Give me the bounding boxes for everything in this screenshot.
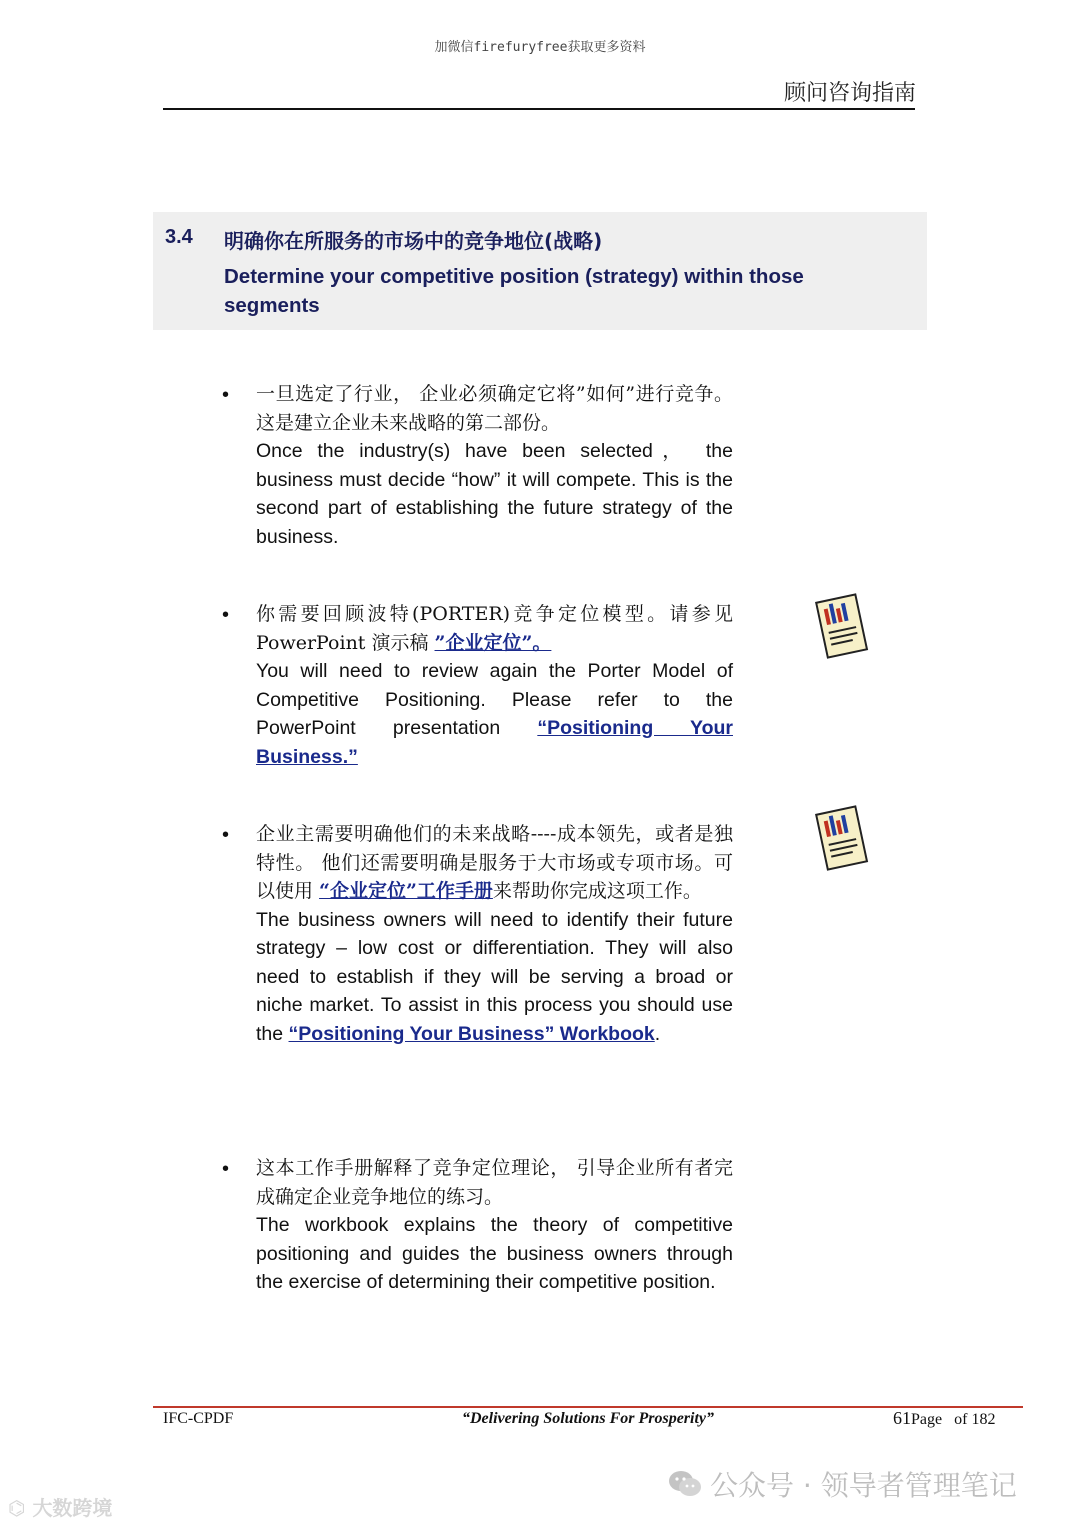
bottom-left-watermark: ⌬ 大数跨境 xyxy=(8,1496,113,1520)
document-chart-icon xyxy=(808,802,876,878)
footer-doc-code: IFC-CPDF xyxy=(163,1410,234,1427)
paragraph-chinese: 一旦选定了行业， 企业必须确定它将”如何”进行竞争。 这是建立企业未来战略的第二部份。 xyxy=(256,383,733,434)
section-number: 3.4 xyxy=(165,226,193,248)
section-title-english: Determine your competitive position (strategy) within those segments xyxy=(224,265,804,317)
footer-slogan: “Delivering Solutions For Prosperity” xyxy=(462,1410,715,1427)
page-number: 61 xyxy=(893,1408,911,1428)
bullet-marker: • xyxy=(222,604,230,626)
positioning-powerpoint-link-cn[interactable]: ”企业定位”。 xyxy=(434,631,552,654)
bullet-marker: • xyxy=(222,824,230,846)
header-divider xyxy=(163,108,915,110)
list-item xyxy=(256,600,733,771)
list-item xyxy=(256,820,733,1048)
header-title: 顾问咨询指南 xyxy=(783,81,916,106)
paragraph-english: You will need to review again the Porter Model of Competitive Positioning. Please refer to the PowerPoint presentation “Positioning Your Business.” xyxy=(256,660,733,768)
bullet-marker: • xyxy=(222,384,230,406)
positioning-workbook-link-cn[interactable]: “企业定位”工作手册 xyxy=(319,880,493,902)
paragraph-english: The business owners will need to identify their future strategy – low cost or differentiation. They will also need to establish if they will be serving a broad or niche market. To assist in this process you should use the “Positioning Your Business” Workbook. xyxy=(256,908,733,1045)
paragraph-english: The workbook explains the theory of competitive positioning and guides the business owners through the exercise of determining their competitive position. xyxy=(256,1214,733,1293)
positioning-powerpoint-link[interactable]: “Positioning Your Business.” xyxy=(256,717,733,768)
top-watermark: 加微信firefuryfree获取更多资料 xyxy=(434,40,646,55)
watermark-text: 公众号 · 领导者管理笔记 xyxy=(710,1469,1017,1502)
document-chart-icon xyxy=(808,590,876,666)
paragraph-chinese: 这本工作手册解释了竞争定位理论， 引导企业所有者完成确定企业竞争地位的练习。 xyxy=(256,1157,733,1208)
watermark-logo-icon: ⌬ xyxy=(8,1496,33,1520)
wechat-icon xyxy=(668,1469,702,1499)
paragraph-chinese: 你需要回顾波特(PORTER)竞争定位模型。请参见PowerPoint 演示稿 ”企业定位”。 xyxy=(256,603,733,654)
paragraph-chinese: 企业主需要明确他们的未来战略----成本领先，或者是独特性。 他们还需要明确是服务于大市场或专项市场。可以使用 “企业定位”工作手册来帮助你完成这项工作。 xyxy=(256,823,733,902)
list-item xyxy=(256,380,733,551)
section-title-chinese: 明确你在所服务的市场中的竞争地位(战略) xyxy=(224,229,603,253)
page-total: of 182 xyxy=(954,1411,996,1428)
list-item xyxy=(256,1154,733,1297)
page-label: Page xyxy=(911,1411,943,1428)
page-indicator xyxy=(893,1408,995,1429)
bottom-right-watermark xyxy=(668,1464,1017,1504)
positioning-workbook-link[interactable]: “Positioning Your Business” Workbook xyxy=(288,1022,655,1045)
paragraph-english: Once the industry(s) have been selected， the business must decide “how” it will compete. This is the second part of establishing the future strategy of the business. xyxy=(256,440,733,548)
bullet-marker: • xyxy=(222,1158,230,1180)
